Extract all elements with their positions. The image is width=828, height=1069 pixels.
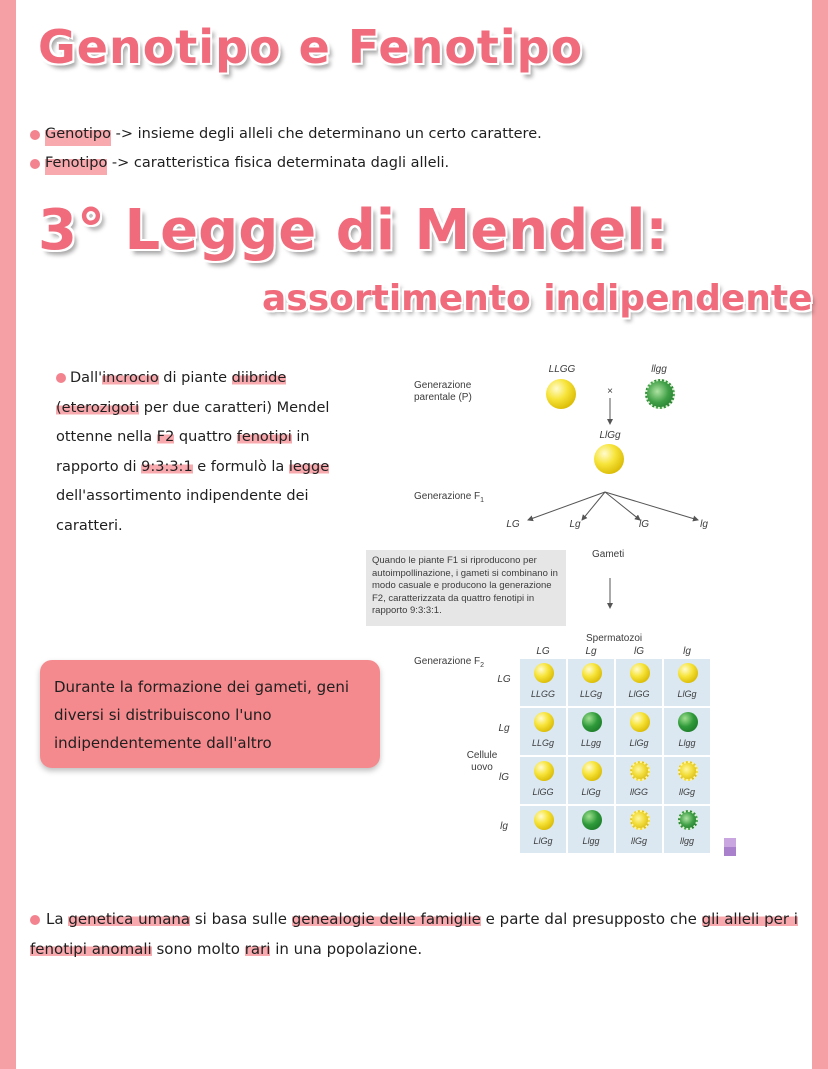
parent2-genotype: llgg <box>651 364 667 375</box>
cell-genotype: llGg <box>630 836 647 846</box>
pea-icon <box>582 810 602 830</box>
pea-icon <box>582 712 602 732</box>
highlight: fenotipi <box>236 429 292 445</box>
bullet-dot <box>30 130 40 140</box>
pea-icon <box>534 810 554 830</box>
term-genotipo: Genotipo <box>45 120 111 149</box>
law-subtitle: assortimento indipendente <box>262 278 813 319</box>
column-header: lg <box>683 646 691 657</box>
cell-genotype: Llgg <box>582 836 600 846</box>
pea-icon <box>534 663 554 683</box>
parental-generation-label: Generazione parentale (P) <box>414 380 472 403</box>
gamete-lg: lg <box>700 519 708 530</box>
f1-label-text: Generazione F <box>414 491 481 502</box>
highlight: incrocio <box>102 370 159 386</box>
cell-genotype: Llgg <box>678 738 696 748</box>
cell-genotype: LlGG <box>628 689 650 699</box>
text: per due caratteri) Mendel ottenne nella <box>56 399 330 445</box>
gamete-Lg: Lg <box>569 519 581 530</box>
text: e parte dal presupposto che <box>480 910 702 928</box>
text: di piante <box>158 370 232 386</box>
column-header: LG <box>536 646 550 657</box>
parent1-genotype: LLGG <box>548 364 576 375</box>
human-genetics-note <box>30 904 800 964</box>
egg-cells-label: Cellule uovo <box>466 750 498 773</box>
f1-label-sub: 1 <box>480 497 485 504</box>
punnett-square <box>520 659 710 854</box>
highlight: 9:3:3:1 <box>141 458 193 475</box>
gamete-callout: Durante la formazione dei gameti, geni diversi si distribuiscono l'uno indipendentemente dall'altro <box>40 660 380 768</box>
cell-genotype: LlGG <box>532 787 554 797</box>
highlight: diibride (eterozigoti <box>56 370 287 416</box>
highlight: F2 <box>156 429 175 445</box>
row-header: lG <box>499 772 509 783</box>
punnett-cell <box>664 757 710 804</box>
definition-genotipo <box>30 120 800 149</box>
f2-generation-label <box>414 656 504 672</box>
text: Dall' <box>70 370 103 386</box>
cell-genotype: llgg <box>679 836 694 846</box>
pea-icon <box>582 761 602 781</box>
pea-icon <box>630 810 650 830</box>
law-title: 3° Legge di Mendel: <box>38 198 668 263</box>
mendel-paragraph <box>56 364 356 541</box>
pea-icon <box>534 761 554 781</box>
color-swatch <box>724 838 736 856</box>
punnett-cell <box>616 708 662 755</box>
text: quattro <box>174 429 237 445</box>
text: si basa sulle <box>190 910 292 928</box>
left-border <box>0 0 16 1069</box>
text: e formulò la <box>192 458 289 475</box>
punnett-cell <box>568 806 614 853</box>
cell-genotype: LLGg <box>531 738 555 748</box>
pea-icon <box>582 663 602 683</box>
punnett-cell <box>664 806 710 853</box>
f2-label-sub: 2 <box>480 662 485 669</box>
text: sono molto <box>151 940 245 958</box>
cell-genotype: LlGg <box>629 738 649 748</box>
cell-genotype: LLGG <box>530 689 555 699</box>
definition-text: -> insieme degli alleli che determinano un certo carattere. <box>111 126 542 142</box>
highlight: rari <box>244 940 271 958</box>
pea-icon <box>630 663 650 683</box>
pea-icon <box>678 663 698 683</box>
definition-fenotipo <box>30 149 800 178</box>
bullet-dot <box>30 915 40 925</box>
text: in rapporto di <box>56 429 310 475</box>
term-fenotipo: Fenotipo <box>45 149 107 178</box>
punnett-cell <box>520 806 566 853</box>
text: in una popolazione. <box>270 940 423 958</box>
highlight: legge <box>288 458 330 475</box>
bullet-dot <box>56 373 66 383</box>
gamete-LG: LG <box>506 519 520 530</box>
row-header: lg <box>500 821 508 832</box>
bullet-dot <box>30 159 40 169</box>
right-border <box>812 0 828 1069</box>
punnett-cell <box>520 659 566 706</box>
cell-genotype: LLgg <box>580 738 602 748</box>
dihybrid-cross-figure <box>360 356 750 861</box>
gametes-label: Gameti <box>592 549 625 560</box>
highlight: genealogie delle famiglie <box>291 910 481 928</box>
cell-genotype: LlGg <box>677 689 697 699</box>
row-header: LG <box>497 674 511 685</box>
f2-label-text: Generazione F <box>414 656 481 667</box>
text: dell'assortimento indipendente dei caratteri. <box>56 488 309 534</box>
f1-genotype: LlGg <box>599 430 621 441</box>
pea-icon <box>534 712 554 732</box>
highlight: genetica umana <box>68 910 191 928</box>
gamete-lG: lG <box>639 519 649 530</box>
figure-caption: Quando le piante F1 si riproducono per autoimpollinazione, i gameti si combinano in modo casuale e producono la generazione F2, caratterizzata da quattro fenotipi in rapporto 9:3:3:1. <box>366 550 566 626</box>
sperm-label: Spermatozoi <box>586 633 643 644</box>
pea-icon <box>678 761 698 781</box>
punnett-cell <box>520 708 566 755</box>
punnett-cell <box>664 708 710 755</box>
definition-text: -> caratteristica fisica determinata dagli alleli. <box>107 155 450 171</box>
column-header: Lg <box>585 646 597 657</box>
pea-icon <box>630 761 650 781</box>
punnett-cell <box>616 757 662 804</box>
cell-genotype: llGg <box>678 787 695 797</box>
punnett-cell <box>568 659 614 706</box>
punnett-cell <box>664 659 710 706</box>
pea-icon <box>678 712 698 732</box>
column-header: lG <box>634 646 644 657</box>
f1-pea-icon <box>594 444 624 474</box>
highlight: gli alleli per i fenotipi anomali <box>30 910 798 958</box>
punnett-cell <box>616 806 662 853</box>
pea-icon <box>630 712 650 732</box>
cell-genotype: LlGg <box>533 836 553 846</box>
punnett-cell <box>568 708 614 755</box>
definitions-list <box>30 120 800 178</box>
cross-symbol: × <box>607 386 613 397</box>
f1-generation-label <box>414 491 534 507</box>
text: La <box>46 910 69 928</box>
pea-icon <box>678 810 698 830</box>
row-header: Lg <box>498 723 510 734</box>
punnett-cell <box>568 757 614 804</box>
cell-genotype: llGG <box>630 787 648 797</box>
punnett-cell <box>520 757 566 804</box>
cell-genotype: LLGg <box>579 689 603 699</box>
punnett-cell <box>616 659 662 706</box>
page-title: Genotipo e Fenotipo <box>38 20 584 74</box>
cell-genotype: LlGg <box>581 787 601 797</box>
